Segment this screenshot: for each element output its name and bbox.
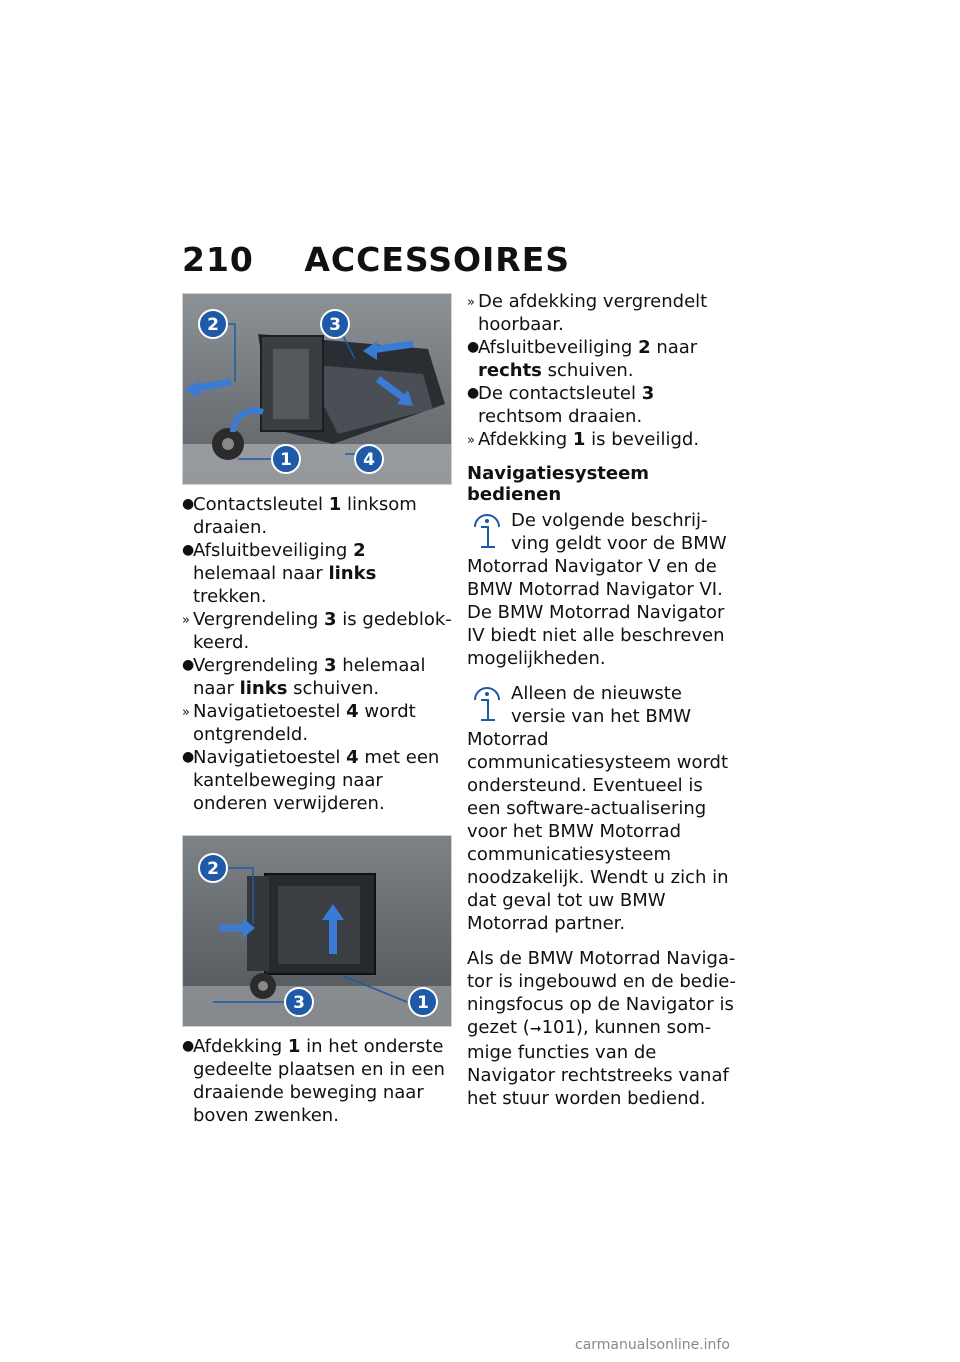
step-item: [182, 539, 452, 608]
page-reference-arrow-icon: ➞: [529, 1021, 542, 1037]
svg-text:1: 1: [280, 450, 292, 470]
step-text: Navigatietoestel: [193, 747, 347, 768]
step-text: helemaal naar: [193, 563, 329, 584]
step-text: naar: [650, 337, 698, 358]
step-text: Navigatietoestel: [193, 701, 347, 722]
callout-3: [285, 988, 313, 1016]
step-item: [182, 493, 452, 539]
step-text: Afdekking: [478, 429, 573, 450]
step-number: 1: [572, 429, 586, 450]
step-text: Vergrendeling: [193, 609, 325, 630]
step-number: 4: [346, 701, 359, 722]
svg-text:3: 3: [293, 993, 305, 1013]
section-heading: Navigatiesysteem bedienen: [467, 463, 650, 505]
info-icon: [467, 684, 507, 726]
step-text: met een kantelbeweging naar onderen verwijderen.: [193, 747, 440, 814]
svg-text:2: 2: [207, 859, 219, 879]
page-header: [182, 240, 570, 279]
step-number: 1: [328, 494, 342, 515]
step-number: 3: [324, 609, 337, 630]
step-item: [182, 746, 452, 815]
step-text: linksom draaien.: [193, 494, 417, 538]
page-number: 210: [182, 240, 254, 279]
bullet-icon: ●: [182, 496, 195, 512]
section-title: ACCESSOIRES: [304, 240, 571, 279]
step-number: 4: [346, 747, 359, 768]
result-item: [467, 428, 737, 451]
callout-2: [199, 854, 227, 882]
step-text: De afdekking vergrendelt hoorbaar.: [478, 291, 708, 335]
step-list-cover: [182, 1035, 452, 1127]
watermark: carmanualsonline.info: [575, 1337, 730, 1353]
step-direction: rechts: [478, 360, 542, 381]
step-text: Afsluitbeveiliging: [193, 540, 354, 561]
step-text: Afdekking: [193, 1036, 288, 1057]
navigator-mount-illustration: [183, 294, 452, 485]
step-number: 3: [324, 655, 337, 676]
info-icon: [467, 511, 507, 553]
bullet-icon: ●: [182, 749, 195, 765]
callout-3: [321, 310, 349, 338]
navigator-paragraph: [467, 947, 737, 1110]
step-direction: links: [328, 563, 377, 584]
step-text: is beveiligd.: [585, 429, 700, 450]
step-text: Vergrendeling: [193, 655, 325, 676]
left-column: [182, 293, 452, 1127]
step-text: schuiven.: [541, 360, 634, 381]
step-text: in het onderste gedeelte plaatsen en in een draaiende beweging naar boven zwenken.: [193, 1036, 445, 1126]
step-text: is gedeblokkeerd.: [193, 609, 452, 653]
page-reference-link[interactable]: 101: [541, 1017, 576, 1038]
result-marker-icon: »: [182, 705, 190, 720]
bullet-icon: ●: [467, 339, 480, 355]
step-text: Contactsleutel: [193, 494, 329, 515]
step-direction: links: [239, 678, 288, 699]
step-item: [467, 336, 737, 382]
info-note-2-text: Alleen de nieuwste versie van het BMW Motorrad communicatiesysteem wordt ondersteund. Eventueel is een software-actualisering voor het BMW Motorrad communicatiesysteem noodzakelijk. Wendt u zich in dat geval tot uw BMW Motorrad partner.: [467, 683, 729, 934]
step-text: schuiven.: [287, 678, 380, 699]
paragraph-text: Als de BMW Motorrad Navigator is ingebouwd en de bedieningsfocus op de Navigator is gezet (: [467, 948, 736, 1038]
step-item: [182, 1035, 452, 1127]
info-note-2: [467, 682, 737, 935]
result-marker-icon: »: [182, 613, 190, 628]
right-column: [467, 290, 737, 1110]
info-note-1: [467, 509, 737, 670]
photo-cover-install: [182, 835, 452, 1027]
step-number: 2: [353, 540, 366, 561]
step-number: 2: [638, 337, 651, 358]
result-item: [182, 700, 452, 746]
callout-1: [272, 445, 300, 473]
paragraph-text-end: ), kunnen sommige functies van de Navigator rechtstreeks vanaf het stuur worden bediend.: [467, 1017, 729, 1109]
callout-4: [355, 445, 383, 473]
bullet-icon: ●: [182, 1038, 195, 1054]
bullet-icon: ●: [182, 657, 195, 673]
info-note-1-text: De volgende beschrijving geldt voor de BMW Motorrad Navigator V en de BMW Motorrad Navigator VI. De BMW Motorrad Navigator IV biedt niet alle beschreven mogelijkheden.: [467, 510, 727, 669]
step-number: 1: [287, 1036, 301, 1057]
svg-text:2: 2: [207, 315, 219, 335]
svg-text:3: 3: [329, 315, 341, 335]
step-text: wordt ontgrendeld.: [193, 701, 416, 745]
step-list-removal: [182, 493, 452, 815]
result-marker-icon: »: [467, 433, 475, 448]
bullet-icon: ●: [182, 542, 195, 558]
photo-navigator-removal: [182, 293, 452, 485]
bullet-icon: ●: [467, 385, 480, 401]
result-item: [182, 608, 452, 654]
step-text: helemaal naar: [193, 655, 426, 699]
step-number: 3: [641, 383, 655, 404]
callout-1: [409, 988, 437, 1016]
step-item: [182, 654, 452, 700]
step-text: rechtsom draaien.: [478, 406, 643, 427]
callout-2: [199, 310, 227, 338]
step-list-lock: [467, 290, 737, 451]
cover-install-illustration: [183, 836, 452, 1027]
result-item: [467, 290, 737, 336]
step-text: trekken.: [193, 586, 267, 607]
result-marker-icon: »: [467, 295, 475, 310]
step-text: Afsluitbeveiliging: [478, 337, 639, 358]
step-item: [467, 382, 737, 428]
svg-text:1: 1: [417, 993, 429, 1013]
step-text: De contactsleutel: [478, 383, 642, 404]
svg-text:4: 4: [363, 450, 375, 470]
